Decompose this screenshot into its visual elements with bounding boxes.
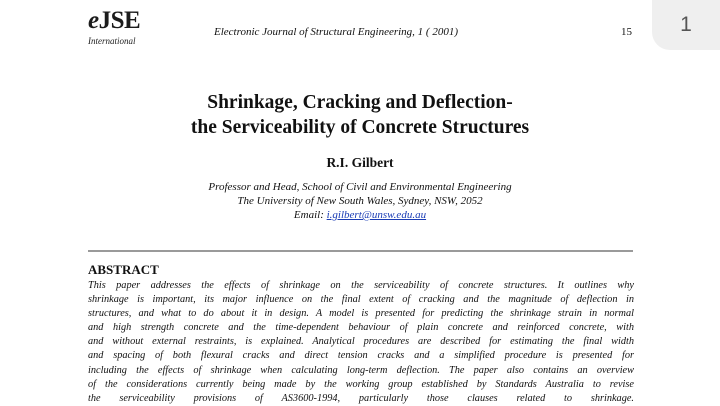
email-line	[0, 208, 720, 222]
logo-prefix: e	[88, 7, 99, 34]
page-number: 15	[621, 26, 632, 38]
abstract-line: including the effects of shrinkage when calculating long-term deflection. The paper also contains an overview	[88, 364, 634, 376]
email-link[interactable]: i.gilbert@unsw.edu.au	[326, 209, 427, 221]
title-line-1: Shrinkage, Cracking and Deflection-	[207, 92, 513, 113]
email-label: Email:	[293, 209, 324, 221]
logo-subtitle: International	[88, 36, 136, 46]
abstract-body	[88, 279, 634, 406]
logo-mark	[88, 8, 140, 34]
affiliation-line-1: Professor and Head, School of Civil and Environmental Engineering	[208, 181, 512, 193]
paper-title	[0, 90, 720, 140]
journal-logo	[88, 8, 140, 46]
abstract-line: shrinkage is important, its major influence on the final extent of cracking and the magnitude of deflection in	[88, 294, 634, 306]
abstract-line: of the considerations currently being made by the working group established by Standards Australia to revise	[88, 378, 634, 390]
affiliation-line-2: The University of New South Wales, Sydney, NSW, 2052	[237, 195, 483, 207]
author-affiliation	[0, 180, 720, 222]
abstract-line: and spacing of both flexural cracks and direct tension cracks and a simplified procedure is presented for	[88, 350, 634, 362]
author-name: R.I. Gilbert	[326, 155, 394, 170]
section-divider	[88, 250, 633, 252]
abstract-line: structures, and what to do about it in design. A model is presented for predicting the shrinkage strain in normal	[88, 308, 634, 320]
abstract-line: and high strength concrete and the time-dependent behaviour of plain concrete and reinforced concrete, with	[88, 322, 634, 334]
logo-main: JSE	[98, 7, 141, 34]
journal-header: Electronic Journal of Structural Engineering, 1 ( 2001)	[214, 26, 458, 38]
abstract-heading: ABSTRACT	[88, 262, 159, 277]
page-indicator-badge[interactable]: 1	[652, 0, 720, 50]
abstract-line: and without external restraints, is explained. Analytical procedures are described for estimating the final width	[88, 336, 634, 348]
abstract-line: This paper addresses the effects of shrinkage on the serviceability of concrete structures. It outlines why	[88, 280, 634, 291]
title-line-2: the Serviceability of Concrete Structures	[190, 117, 530, 138]
abstract-line: the serviceability provisions of AS3600-1994, particularly those clauses related to shrinkage.	[88, 392, 634, 404]
